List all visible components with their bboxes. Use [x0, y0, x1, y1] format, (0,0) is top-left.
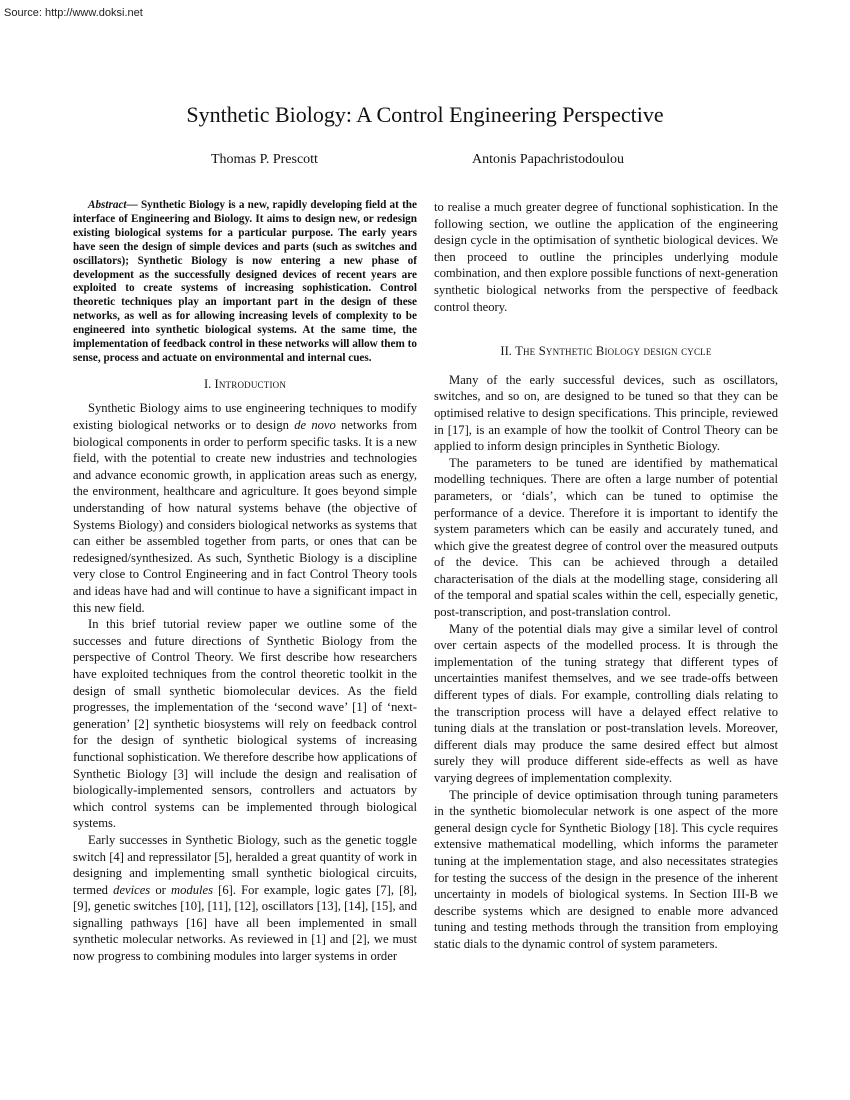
- section-heading-design-cycle: [434, 343, 778, 360]
- emphasis: modules: [171, 882, 214, 897]
- section-title: The Synthetic Biology design cycle: [515, 344, 712, 359]
- section-title: Introduction: [214, 376, 287, 391]
- design-paragraph-4: The principle of device optimisation through tuning parameters in the synthetic biomolecular network is one aspect of the more general design cycle for Synthetic Biology [18]. This cycle requires extensive mathematical modelling, which informs the parameter tuning at the implementation stage, and also necessitates strategies for testing the success of the design in the presence of the inherent uncertainty in models of biological systems. In Section III-B we describe systems which are designed to enable more advanced tuning and testing methods through the transition from employing static dials to the dynamic control of system parameters.: [434, 787, 778, 951]
- emphasis: devices: [113, 882, 151, 897]
- section-number: I.: [203, 376, 215, 391]
- paper-title: Synthetic Biology: A Control Engineering Perspective: [186, 102, 664, 127]
- right-column: [434, 199, 778, 953]
- text-run: [6]. For example, logic gates [7], [8], [9], genetic switches [10], [11], [12], oscillators [13], [14], [15], and signalling pathways [16] have all been implemented in small synthetic molecular networks. As reviewed in [1] and [2], we must now progress to combining modules into larger systems in order: [73, 882, 417, 964]
- abstract-label: Abstract: [88, 199, 127, 211]
- abstract-dash: —: [126, 199, 141, 211]
- text-run: networks from biological components in order to perform specific tasks. It is a new field, with the potential to create new industries and technologies and advance economic growth, in application areas such as energy, the environment, healthcare and agriculture. It goes beyond simple understanding of how natural systems behave (the objective of Systems Biology) and considers biological networks as systems that can either be assembled together from parts, or ones that can be redesigned/synthesized. As such, Synthetic Biology is a discipline very close to Control Engineering and in fact Control Theory tools and ideas have had and will continue to have a significant impact in this new field.: [73, 418, 418, 615]
- design-paragraph-2: The parameters to be tuned are identified by mathematical modelling techniques. There are often a large number of potential parameters, or ‘dials’, which can be tuned to optimise the performance of a device. Therefore it is important to identify the system parameters which can be easily and accurately tuned, and which give the greatest degree of control over the measured outputs of the device. This can be achieved through a detailed characterisation of the dials at the modelling stage, considering all of the temporal and spatial scales within the cell, especially genetic, post-transcription, and post-translation control.: [434, 455, 778, 620]
- author-prescott: Thomas P. Prescott: [211, 152, 318, 167]
- design-paragraph-3: Many of the potential dials may give a similar level of control over certain aspects of the modelled process. It is through the implementation of the tuning strategy that different types of uncertainties manifest themselves, and we see trade-offs between different types of dials. For example, controlling dials relating to the transcription process will have a delayed effect relative to tuning dials at the translation or post-translation levels. Moreover, different dials may produce the same desired effect but almost surely they will produce different side-effects as well as have varying degrees of implementation complexity.: [434, 621, 778, 785]
- text-run: Synthetic Biology aims to use engineering techniques to modify existing biological networks or to design: [73, 401, 417, 433]
- left-column: [73, 199, 417, 965]
- section-number: II.: [500, 344, 516, 359]
- design-paragraph-1: Many of the early successful devices, such as oscillators, switches, and so on, are designed to be tuned so that they can be optimised relative to design specifications. This principle, reviewed in [17], is an example of how the toolkit of Control Theory can be applied to inform design principles in Synthetic Biology.: [434, 372, 778, 454]
- intro-paragraph-2: In this brief tutorial review paper we outline some of the successes and future directions of Synthetic Biology from the perspective of Control Theory. We first describe how researchers have exploited techniques from the control theoretic toolkit in the design of small synthetic biomolecular devices. As the field progresses, the implementation of the ‘second wave’ [1] of ‘next-generation’ [2] synthetic biosystems will rely on feedback control for the design of synthetic biological systems of increasing functional sophistication. We therefore describe how applications of Synthetic Biology [3] will include the design and realisation of biologically-implemented sensors, controllers and actuators by which control systems can be implemented through biological systems.: [73, 617, 417, 831]
- intro-continuation: to realise a much greater degree of functional sophistication. In the following section, we outline the application of the engineering design cycle in the optimisation of synthetic biological devices. We then proceed to outline the principles underlying module combination, and then explore possible functions of next-generation synthetic biological networks from the perspective of feedback control theory.: [434, 200, 778, 314]
- text-run: or: [150, 882, 172, 897]
- abstract-text: Synthetic Biology is a new, rapidly developing field at the interface of Engineering and Biology. It aims to design new, or redesign existing biological systems for a particular purpose. The early years have seen the design of simple devices and parts (such as switches and oscillators); Synthetic Biology is now entering a new phase of development as the successfully designed devices of recent years are exploited to create systems of increasing sophistication. Control theoretic techniques play an important part in the design of these networks, as well as for allowing increasing levels of complexity to be engineered into synthetic biological systems. At the same time, the implementation of feedback control in these networks will allow them to sense, process and actuate on environmental and internal cues.: [73, 199, 417, 364]
- section-heading-introduction: [73, 376, 417, 393]
- text-run: Early successes in Synthetic Biology, such as the genetic toggle switch [4] and repressilator [5], heralded a great quantity of work in designing and implementing small synthetic biological circuits, termed: [73, 832, 417, 897]
- abstract: [73, 199, 417, 366]
- emphasis: de novo: [294, 418, 336, 433]
- author-papachristodoulou: Antonis Papachristodoulou: [472, 152, 625, 167]
- intro-paragraph-1: [73, 400, 417, 616]
- intro-paragraph-3: [73, 832, 417, 965]
- source-link[interactable]: Source: http://www.doksi.net: [4, 7, 143, 19]
